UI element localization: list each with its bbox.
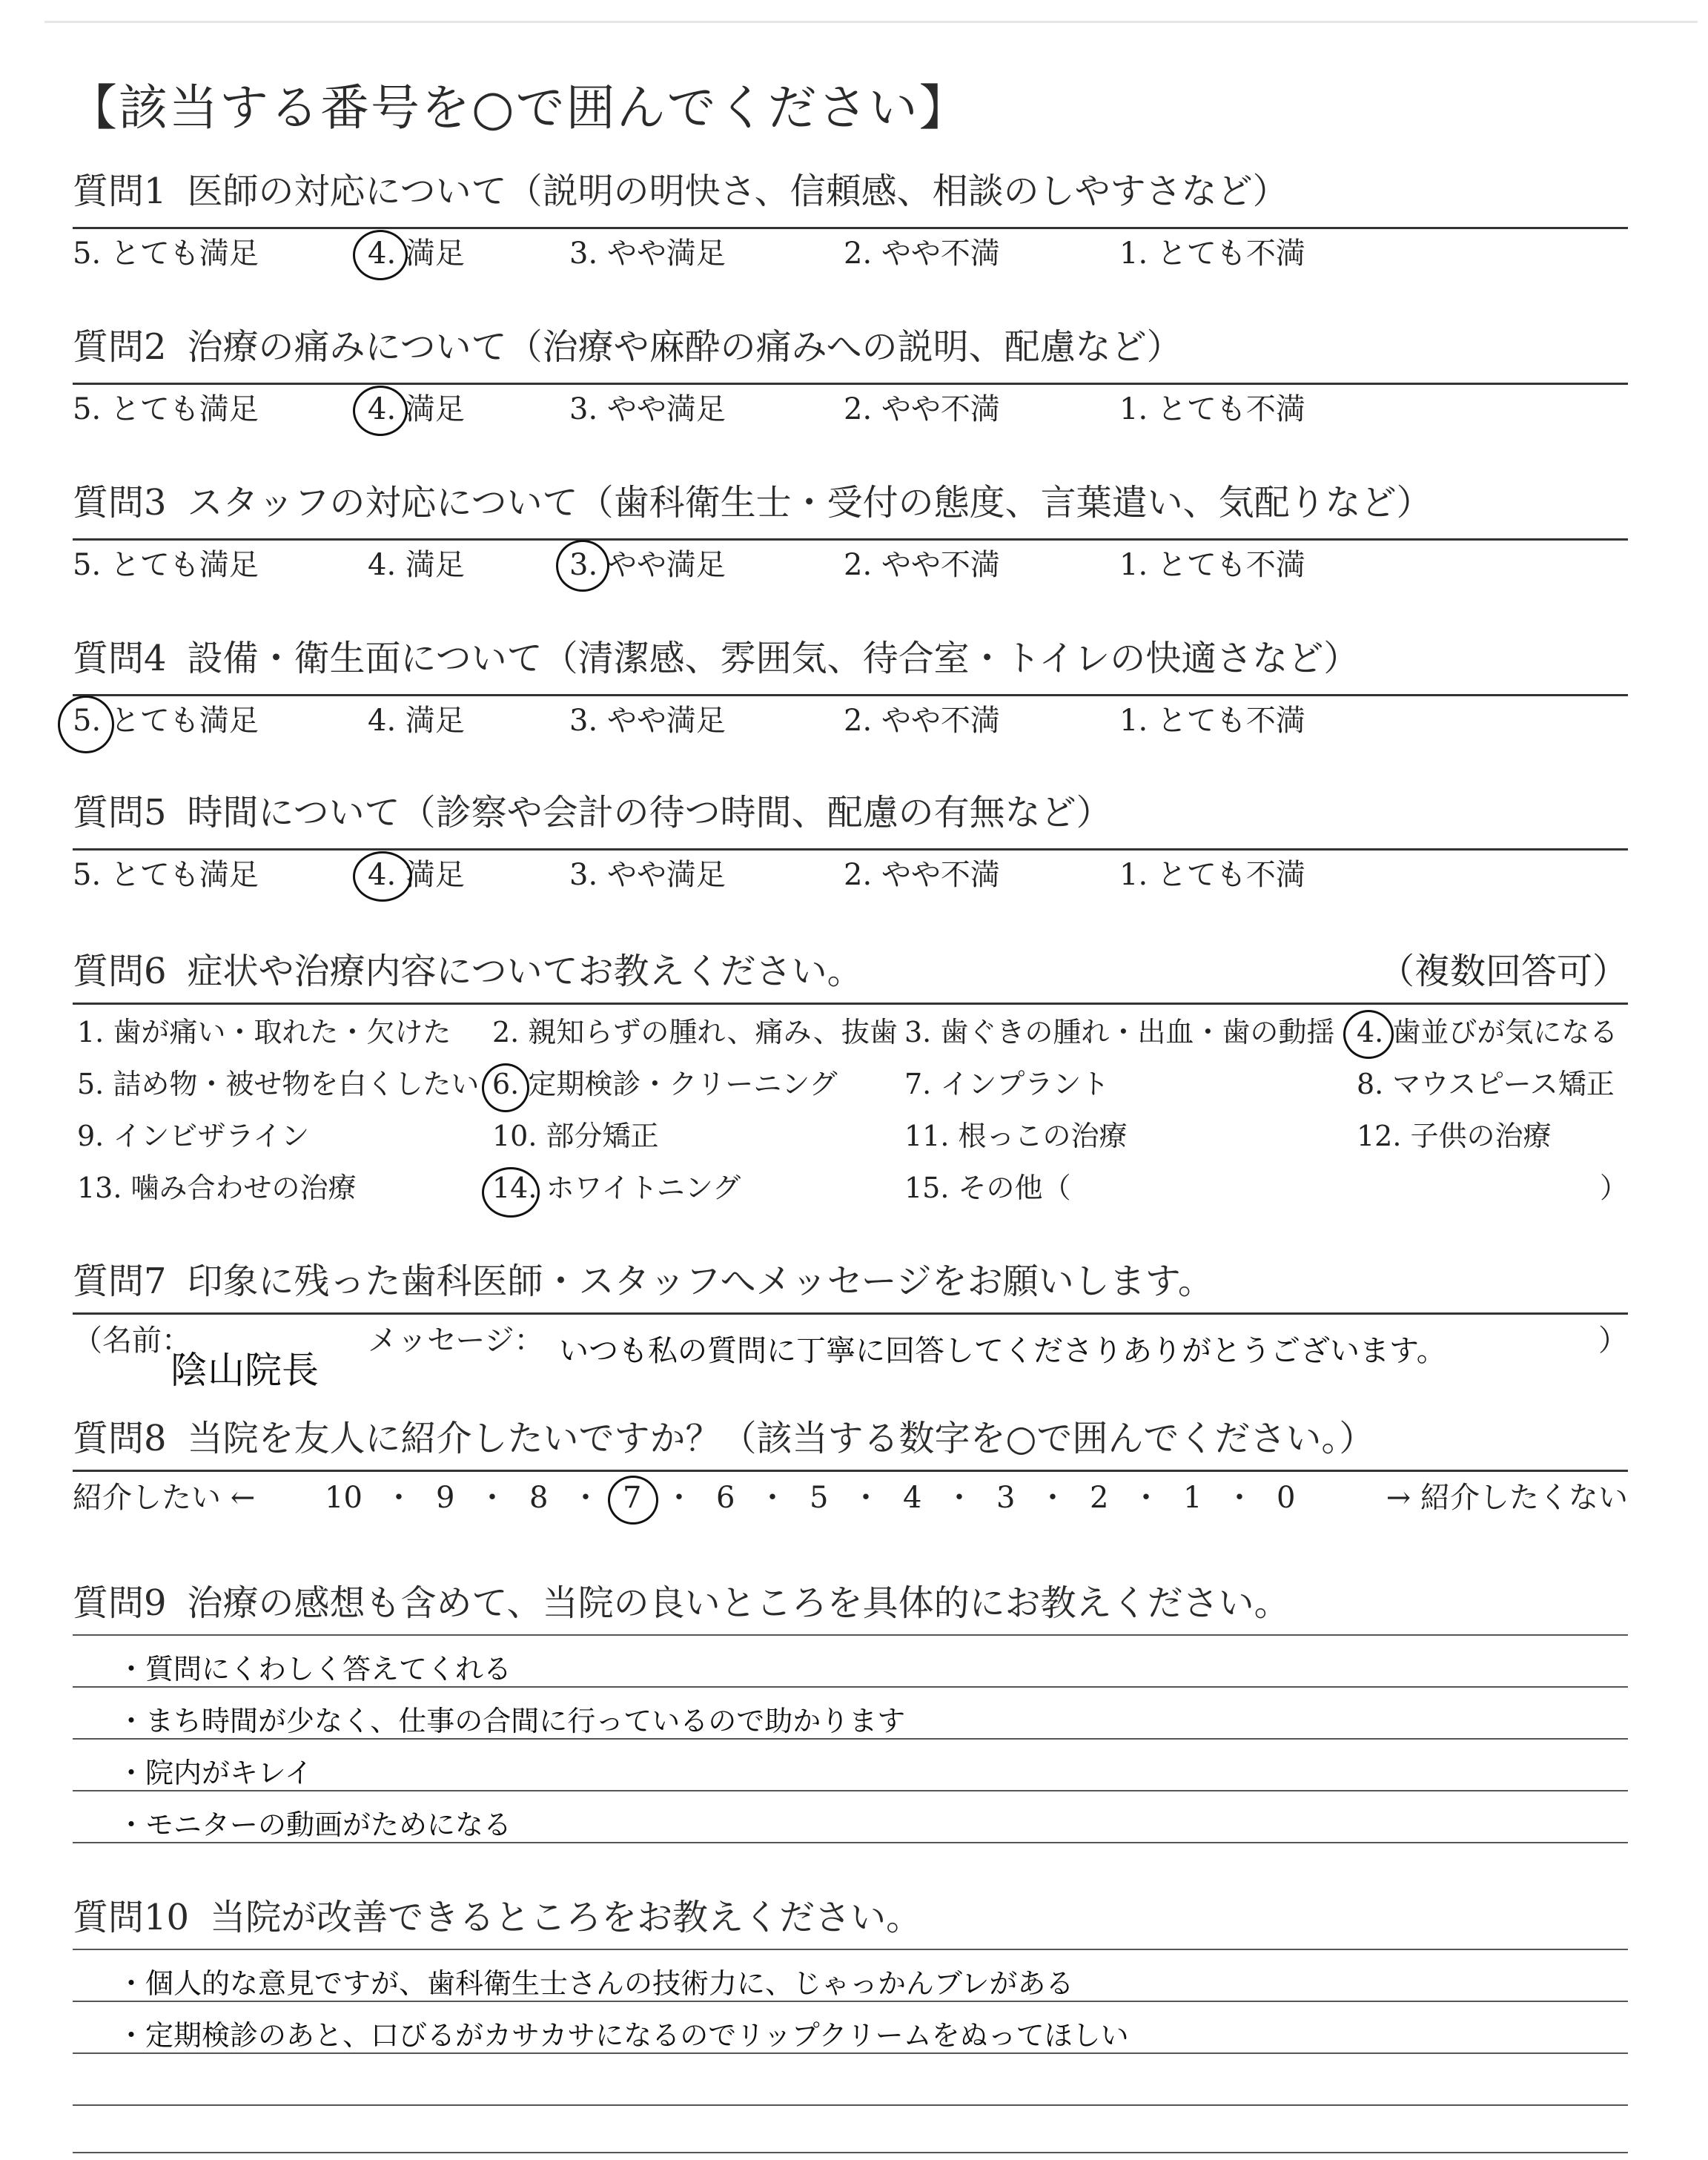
question-9 <box>73 1581 1628 1841</box>
answer-line <box>73 1790 1628 1791</box>
symptom-option-10[interactable]: 10. 部分矯正 <box>492 1120 659 1152</box>
name-value[interactable]: 陰山院長 <box>171 1349 319 1392</box>
scale-sep: ・ <box>1225 1481 1254 1515</box>
question-text: 治療の痛みについて（治療や麻酔の痛みへの説明、配慮など） <box>187 326 1182 368</box>
underline <box>73 383 1628 385</box>
question-10 <box>73 1895 1628 2052</box>
option-5[interactable]: 5. とても満足 <box>73 392 259 426</box>
underline <box>73 1312 1628 1315</box>
question-text: 当院が改善できるところをお教えください。 <box>210 1897 922 1938</box>
scale-10[interactable]: 10 <box>325 1481 363 1515</box>
option-2[interactable]: 2. やや不満 <box>844 858 1000 892</box>
underline <box>73 1003 1628 1005</box>
answer-line <box>73 2104 1628 2106</box>
option-4[interactable]: 4. 満足 <box>368 858 465 892</box>
answer-line <box>73 1842 1628 1843</box>
question-number: 質問10 <box>73 1897 190 1938</box>
question-3 <box>73 480 1628 582</box>
question-title <box>73 790 1628 835</box>
option-4[interactable]: 4. 満足 <box>368 548 465 582</box>
option-5[interactable]: 5. とても満足 <box>73 704 259 738</box>
option-1[interactable]: 1. とても不満 <box>1119 858 1305 892</box>
symptom-option-7[interactable]: 7. インプラント <box>904 1068 1110 1100</box>
options-row <box>73 543 1628 587</box>
question-number: 質問5 <box>73 792 167 833</box>
question-text: 治療の感想も含めて、当院の良いところを具体的にお教えください。 <box>187 1582 1290 1624</box>
question-number: 質問6 <box>73 951 167 992</box>
scale-3[interactable]: 3 <box>996 1481 1016 1515</box>
answer-line <box>73 1738 1628 1740</box>
scale-4[interactable]: 4 <box>903 1481 922 1515</box>
symptom-option-5[interactable]: 5. 詰め物・被せ物を白くしたい <box>77 1068 480 1100</box>
option-5[interactable]: 5. とても満足 <box>73 237 259 271</box>
option-3[interactable]: 3. やや満足 <box>569 548 726 582</box>
options-row <box>73 698 1628 743</box>
answer-2[interactable]: ・まち時間が少なく、仕事の合間に行っているので助かります <box>117 1705 906 1737</box>
question-8 <box>73 1416 1628 1515</box>
question-text: 時間について（診察や会計の待つ時間、配慮の有無など） <box>187 792 1112 833</box>
scale-sep: ・ <box>1131 1481 1161 1515</box>
symptom-option-1[interactable]: 1. 歯が痛い・取れた・欠けた <box>77 1016 451 1048</box>
question-4 <box>73 636 1628 738</box>
question-title <box>73 325 1628 369</box>
option-4[interactable]: 4. 満足 <box>368 237 465 271</box>
underline <box>73 1470 1628 1472</box>
answer-4[interactable]: ・モニターの動画がためになる <box>117 1809 512 1841</box>
option-3[interactable]: 3. やや満足 <box>569 704 726 738</box>
scale-sep: ・ <box>944 1481 974 1515</box>
underline <box>73 227 1628 229</box>
symptom-option-8[interactable]: 8. マウスピース矯正 <box>1357 1068 1615 1100</box>
option-1[interactable]: 1. とても不満 <box>1119 548 1305 582</box>
question-2 <box>73 325 1628 426</box>
question-text: 当院を友人に紹介したいですか？（該当する数字を○で囲んでください。） <box>187 1418 1375 1459</box>
multiple-answer-note: （複数回答可） <box>1378 951 1628 992</box>
question-number: 質問2 <box>73 326 167 368</box>
question-text: 印象に残った歯科医師・スタッフへメッセージをお願いします。 <box>187 1261 1214 1302</box>
form-heading: 【該当する番号を○で囲んでください】 <box>68 79 970 136</box>
question-number: 質問8 <box>73 1418 167 1459</box>
question-text: 設備・衛生面について（清潔感、雰囲気、待合室・トイレの快適さなど） <box>187 638 1360 679</box>
question-title <box>73 636 1628 681</box>
question-title <box>73 480 1628 525</box>
question-title <box>73 1895 1628 1940</box>
scale-sep: ・ <box>384 1481 414 1515</box>
underline <box>73 848 1628 851</box>
answer-line <box>73 1949 1628 1950</box>
option-3[interactable]: 3. やや満足 <box>569 237 726 271</box>
answer-3[interactable]: ・院内がキレイ <box>117 1757 313 1789</box>
option-4[interactable]: 4. 満足 <box>368 392 465 426</box>
symptom-option-15[interactable]: 15. その他（ <box>904 1172 1071 1204</box>
page-top-edge <box>44 21 1698 23</box>
option-2[interactable]: 2. やや不満 <box>844 548 1000 582</box>
question-6 <box>73 949 1628 1204</box>
symptom-option-13[interactable]: 13. 噛み合わせの治療 <box>77 1172 357 1204</box>
scale-sep: ・ <box>1038 1481 1068 1515</box>
scale-sep: ・ <box>664 1481 694 1515</box>
question-title <box>73 1581 1628 1625</box>
recommend-scale <box>73 1474 1628 1522</box>
symptom-option-12[interactable]: 12. 子供の治療 <box>1357 1120 1552 1152</box>
question-number: 質問7 <box>73 1261 167 1302</box>
scale-sep: ・ <box>851 1481 881 1515</box>
question-title <box>73 169 1628 214</box>
option-1[interactable]: 1. とても不満 <box>1119 704 1305 738</box>
question-title <box>73 1416 1628 1461</box>
option-3[interactable]: 3. やや満足 <box>569 392 726 426</box>
underline <box>73 538 1628 541</box>
options-row <box>73 387 1628 432</box>
scale-8[interactable]: 8 <box>529 1481 549 1515</box>
symptom-option-11[interactable]: 11. 根っこの治療 <box>904 1120 1128 1152</box>
question-text: 医師の対応について（説明の明快さ、信頼感、相談のしやすさなど） <box>187 171 1288 212</box>
symptom-option-2[interactable]: 2. 親知らずの腫れ、痛み、抜歯 <box>492 1016 898 1048</box>
scale-sep: ・ <box>477 1481 507 1515</box>
answer-1[interactable]: ・個人的な意見ですが、歯科衛生士さんの技術力に、じゃっかんブレがある <box>117 1967 1074 2000</box>
option-1[interactable]: 1. とても不満 <box>1119 392 1305 426</box>
answer-2[interactable]: ・定期検診のあと、口びるがカサカサになるのでリップクリームをぬってほしい <box>117 2019 1129 2052</box>
question-text: 症状や治療内容についてお教えください。 <box>187 951 863 992</box>
scale-9[interactable]: 9 <box>436 1481 455 1515</box>
question-number: 質問3 <box>73 482 167 524</box>
question-title <box>73 1259 1628 1304</box>
option-1[interactable]: 1. とても不満 <box>1119 237 1305 271</box>
message-label: メッセージ： <box>368 1324 544 1358</box>
answer-line <box>73 1634 1628 1636</box>
symptom-option-4[interactable]: 4. 歯並びが気になる <box>1357 1016 1618 1048</box>
other-close-paren: ） <box>1599 1172 1628 1204</box>
options-row <box>73 853 1628 897</box>
question-number: 質問1 <box>73 171 167 212</box>
scale-sep: ・ <box>758 1481 787 1515</box>
name-label: （名前： <box>73 1324 191 1358</box>
scale-5[interactable]: 5 <box>810 1481 829 1515</box>
option-5[interactable]: 5. とても満足 <box>73 548 259 582</box>
scale-7[interactable]: 7 <box>623 1481 642 1515</box>
question-7 <box>73 1259 1628 1392</box>
symptom-option-3[interactable]: 3. 歯ぐきの腫れ・出血・歯の動揺 <box>904 1016 1335 1048</box>
message-close-paren: ） <box>1598 1324 1628 1358</box>
scale-right-label: → 紹介したくない <box>1386 1481 1628 1515</box>
question-text: スタッフの対応について（歯科衛生士・受付の態度、言葉遣い、気配りなど） <box>187 482 1432 524</box>
option-4[interactable]: 4. 満足 <box>368 704 465 738</box>
underline <box>73 694 1628 696</box>
answer-line <box>73 2052 1628 2054</box>
scale-0[interactable]: 0 <box>1277 1481 1296 1515</box>
option-2[interactable]: 2. やや不満 <box>844 392 1000 426</box>
scale-2[interactable]: 2 <box>1090 1481 1109 1515</box>
question-5 <box>73 790 1628 892</box>
scale-left-label: 紹介したい ← <box>73 1481 256 1515</box>
option-5[interactable]: 5. とても満足 <box>73 858 259 892</box>
option-2[interactable]: 2. やや不満 <box>844 704 1000 738</box>
scale-1[interactable]: 1 <box>1183 1481 1202 1515</box>
answer-line <box>73 1686 1628 1688</box>
option-3[interactable]: 3. やや満足 <box>569 858 726 892</box>
answer-line <box>73 2001 1628 2002</box>
question-1 <box>73 169 1628 271</box>
answer-1[interactable]: ・質問にくわしく答えてくれる <box>117 1653 512 1685</box>
question-number: 質問4 <box>73 638 167 679</box>
scale-sep: ・ <box>571 1481 600 1515</box>
symptom-option-6[interactable]: 6. 定期検診・クリーニング <box>492 1068 838 1100</box>
options-row <box>73 231 1628 276</box>
symptom-option-9[interactable]: 9. インビザライン <box>77 1120 310 1152</box>
question-number: 質問9 <box>73 1582 167 1624</box>
option-2[interactable]: 2. やや不満 <box>844 237 1000 271</box>
answer-line <box>73 2152 1628 2153</box>
message-value[interactable]: いつも私の質問に丁寧に回答してくださりありがとうございます。 <box>559 1334 1446 1368</box>
scale-6[interactable]: 6 <box>716 1481 735 1515</box>
symptom-option-14[interactable]: 14. ホワイトニング <box>492 1172 741 1204</box>
